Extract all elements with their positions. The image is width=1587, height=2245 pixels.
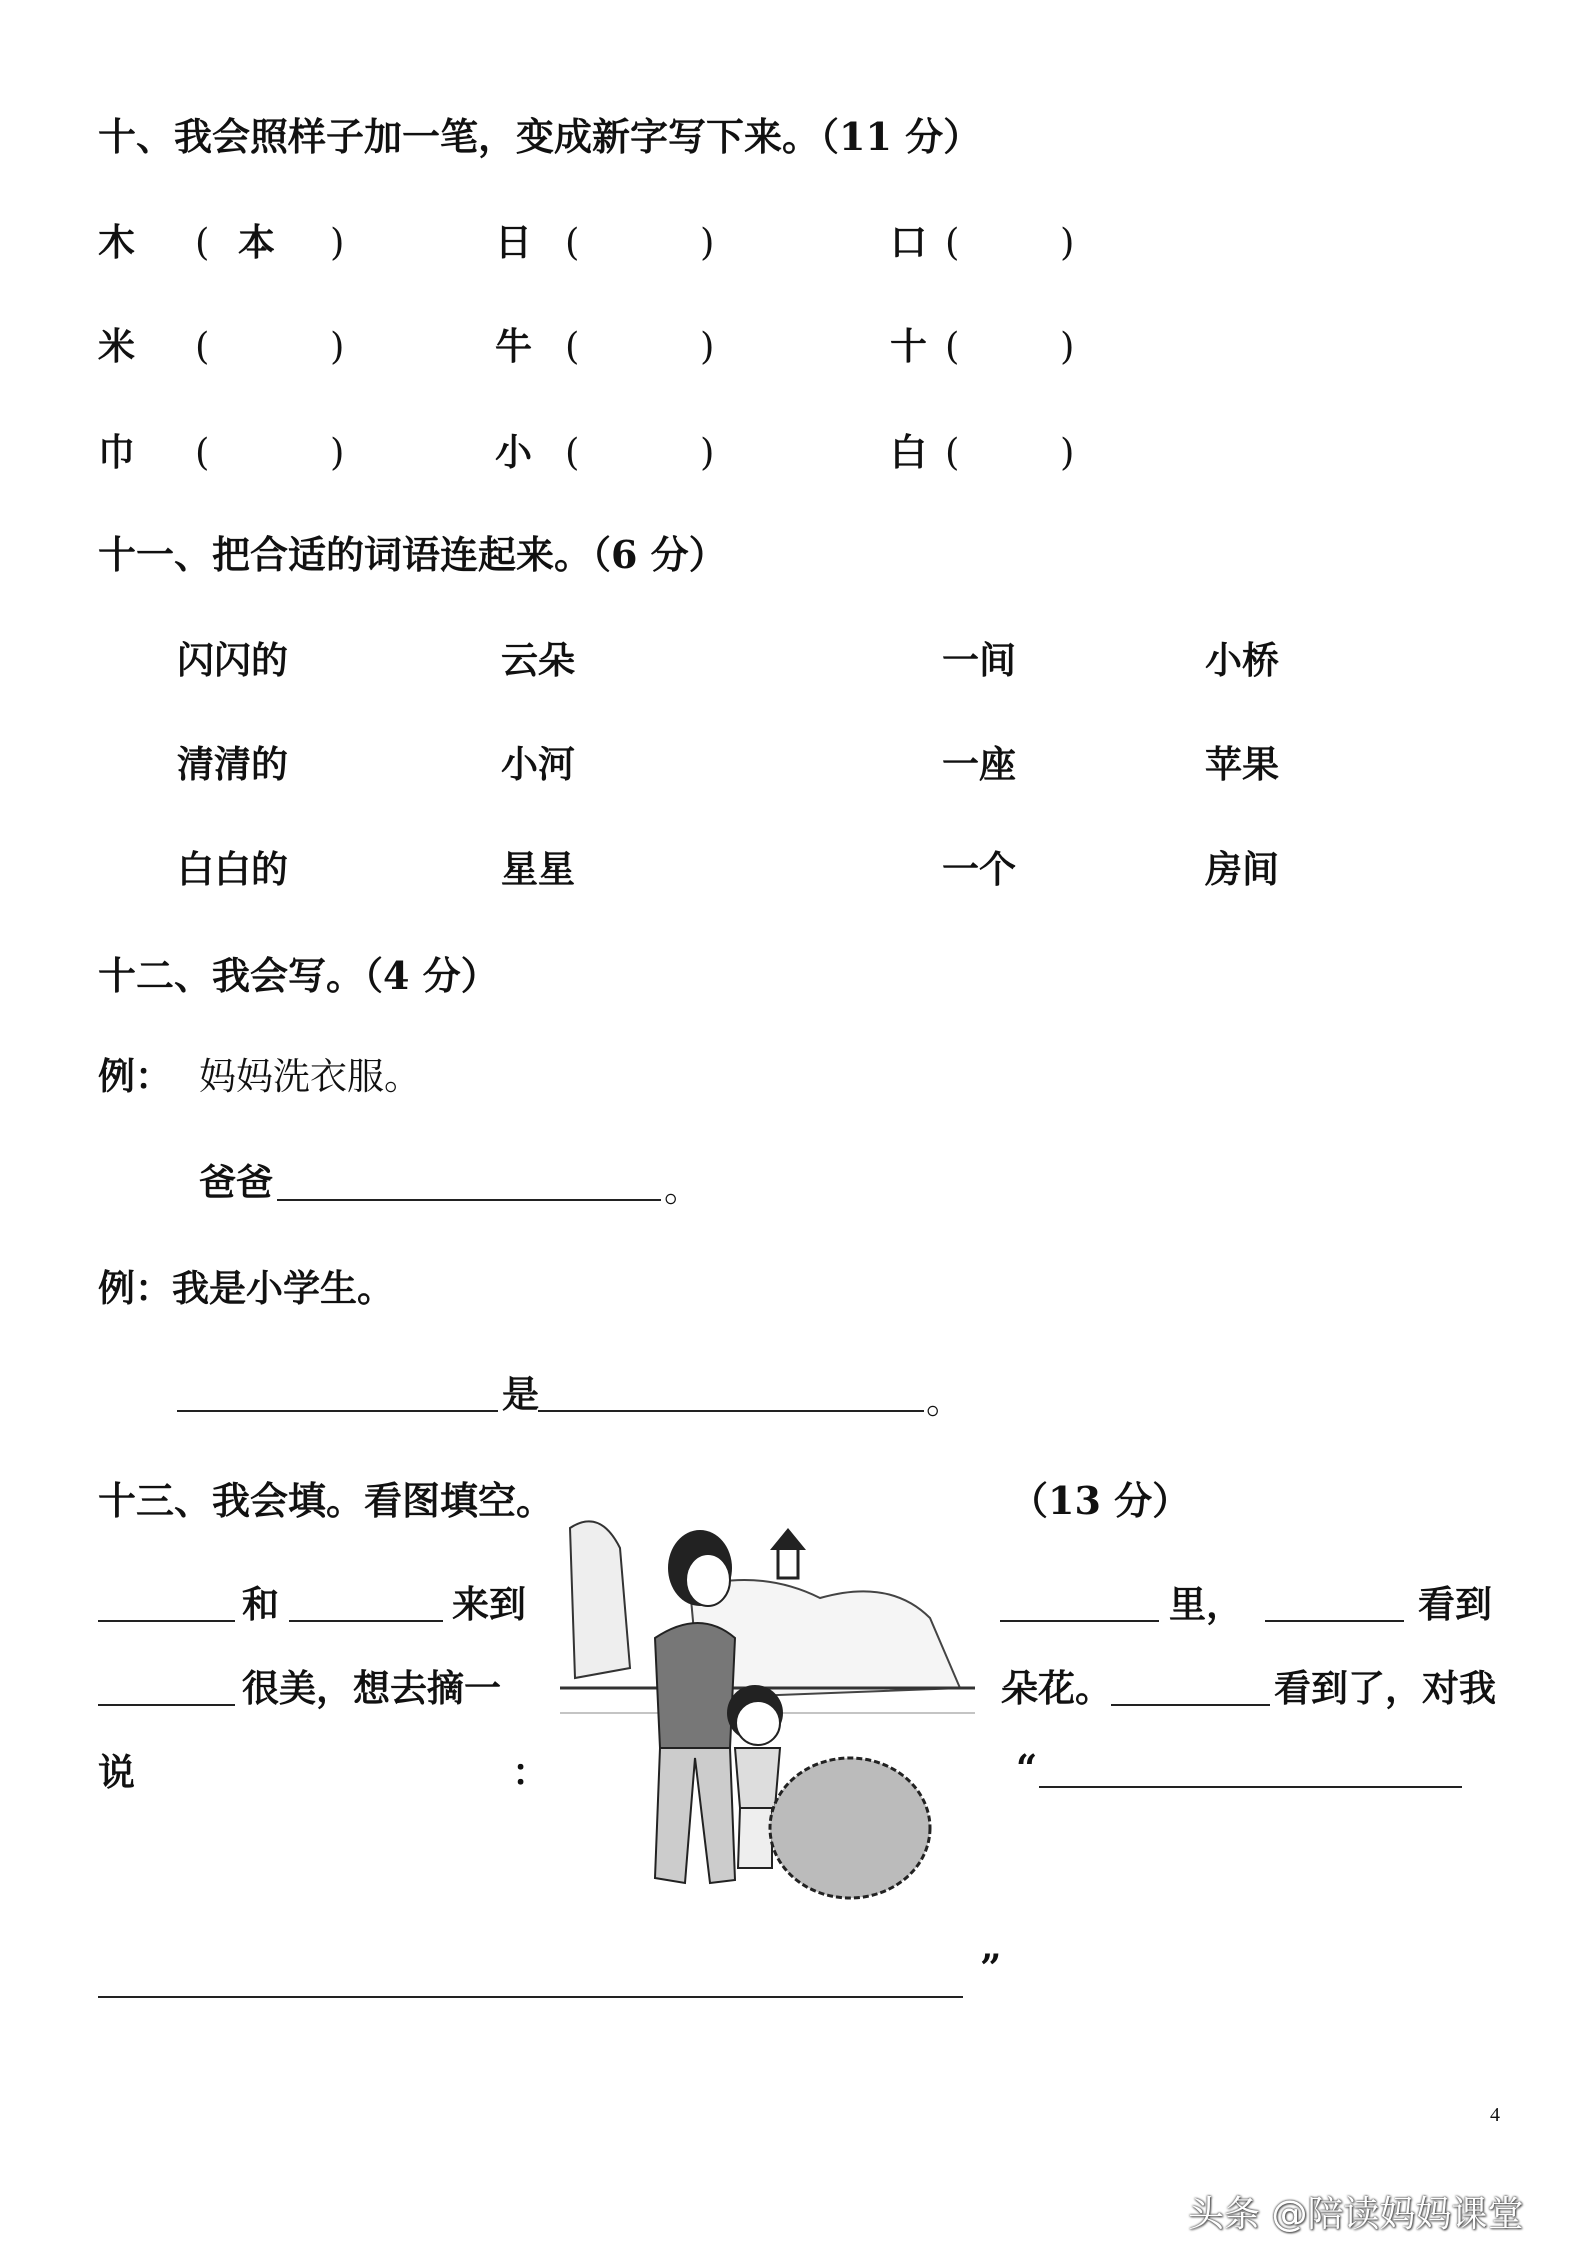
match-word[interactable]: 苹果 xyxy=(1205,742,1279,786)
close-paren: ) xyxy=(330,325,345,368)
answer-line[interactable] xyxy=(289,1620,443,1622)
answer-line[interactable] xyxy=(538,1410,924,1412)
open-quote: “ xyxy=(1016,1746,1038,1790)
answer-line[interactable] xyxy=(1111,1704,1270,1706)
close-paren: ) xyxy=(700,221,715,264)
answer-line[interactable] xyxy=(1039,1786,1462,1788)
text-beautiful: 很美，想去摘一 xyxy=(242,1666,501,1710)
open-paren: ( xyxy=(565,431,580,474)
close-paren: ) xyxy=(330,431,345,474)
base-character: 口 xyxy=(890,220,927,264)
match-word[interactable]: 房间 xyxy=(1205,847,1279,891)
open-paren: ( xyxy=(195,221,210,264)
match-word[interactable]: 白白的 xyxy=(177,847,288,891)
section-13-score: （13 分） xyxy=(1010,1478,1191,1523)
prompt-baba: 爸爸 xyxy=(199,1160,273,1204)
text-colon: ： xyxy=(512,1750,549,1794)
page-number: 4 xyxy=(1490,2104,1500,2126)
close-paren: ) xyxy=(1060,325,1075,368)
word-shi: 是 xyxy=(502,1372,539,1416)
base-character: 巾 xyxy=(98,430,135,474)
base-character: 白 xyxy=(890,430,927,474)
match-word[interactable]: 一个 xyxy=(942,847,1016,891)
period: 。 xyxy=(664,1167,701,1210)
close-quote: ” xyxy=(980,1946,1002,1990)
section-11-title: 十一、把合适的词语连起来。（6 分） xyxy=(98,532,727,577)
text-saw-said: 看到了，对我 xyxy=(1274,1666,1496,1710)
base-character: 十 xyxy=(890,324,927,368)
open-paren: ( xyxy=(195,431,210,474)
base-character: 日 xyxy=(495,220,532,264)
close-paren: ) xyxy=(1060,221,1075,264)
answer-line[interactable] xyxy=(277,1199,661,1201)
section-10-title: 十、我会照样子加一笔，变成新字写下来。（11 分） xyxy=(98,114,982,159)
answer-box[interactable]: 本 xyxy=(238,220,275,264)
close-paren: ) xyxy=(1060,431,1075,474)
example-sentence-2: 例：我是小学生。 xyxy=(98,1266,394,1310)
match-word[interactable]: 清清的 xyxy=(177,742,288,786)
base-character: 木 xyxy=(98,220,135,264)
answer-line[interactable] xyxy=(98,1620,235,1622)
match-word[interactable]: 小桥 xyxy=(1205,638,1279,682)
section-12-title: 十二、我会写。（4 分） xyxy=(98,953,499,998)
close-paren: ) xyxy=(330,221,345,264)
open-paren: ( xyxy=(945,431,960,474)
example-label: 例： xyxy=(98,1054,172,1098)
open-paren: ( xyxy=(945,221,960,264)
match-word[interactable]: 闪闪的 xyxy=(177,638,288,682)
answer-line[interactable] xyxy=(98,1996,963,1998)
match-word[interactable]: 一座 xyxy=(942,742,1016,786)
base-character: 小 xyxy=(495,430,532,474)
text-kandao: 看到 xyxy=(1418,1582,1492,1626)
match-word[interactable]: 星星 xyxy=(501,847,575,891)
watermark: 头条 @陪读妈妈课堂 xyxy=(1188,2194,1524,2235)
open-paren: ( xyxy=(195,325,210,368)
text-laidao: 来到 xyxy=(452,1582,526,1626)
match-word[interactable]: 云朵 xyxy=(501,638,575,682)
answer-line[interactable] xyxy=(1000,1620,1159,1622)
text-flower: 朵花。 xyxy=(1001,1666,1112,1710)
close-paren: ) xyxy=(700,325,715,368)
match-word[interactable]: 一间 xyxy=(942,638,1016,682)
open-paren: ( xyxy=(565,325,580,368)
answer-line[interactable] xyxy=(1265,1620,1404,1622)
base-character: 牛 xyxy=(495,324,532,368)
text-say: 说 xyxy=(98,1750,135,1794)
answer-line[interactable] xyxy=(177,1410,498,1412)
base-character: 米 xyxy=(98,324,135,368)
match-word[interactable]: 小河 xyxy=(501,742,575,786)
mother-daughter-illustration xyxy=(560,1508,975,1905)
section-13-title: 十三、我会填。看图填空。 xyxy=(98,1478,555,1523)
text-li: 里， xyxy=(1169,1582,1243,1626)
answer-line[interactable] xyxy=(98,1704,235,1706)
open-paren: ( xyxy=(945,325,960,368)
close-paren: ) xyxy=(700,431,715,474)
open-paren: ( xyxy=(565,221,580,264)
example-sentence-1: 妈妈洗衣服。 xyxy=(199,1055,421,1098)
period: 。 xyxy=(926,1379,963,1422)
text-he: 和 xyxy=(242,1582,279,1626)
